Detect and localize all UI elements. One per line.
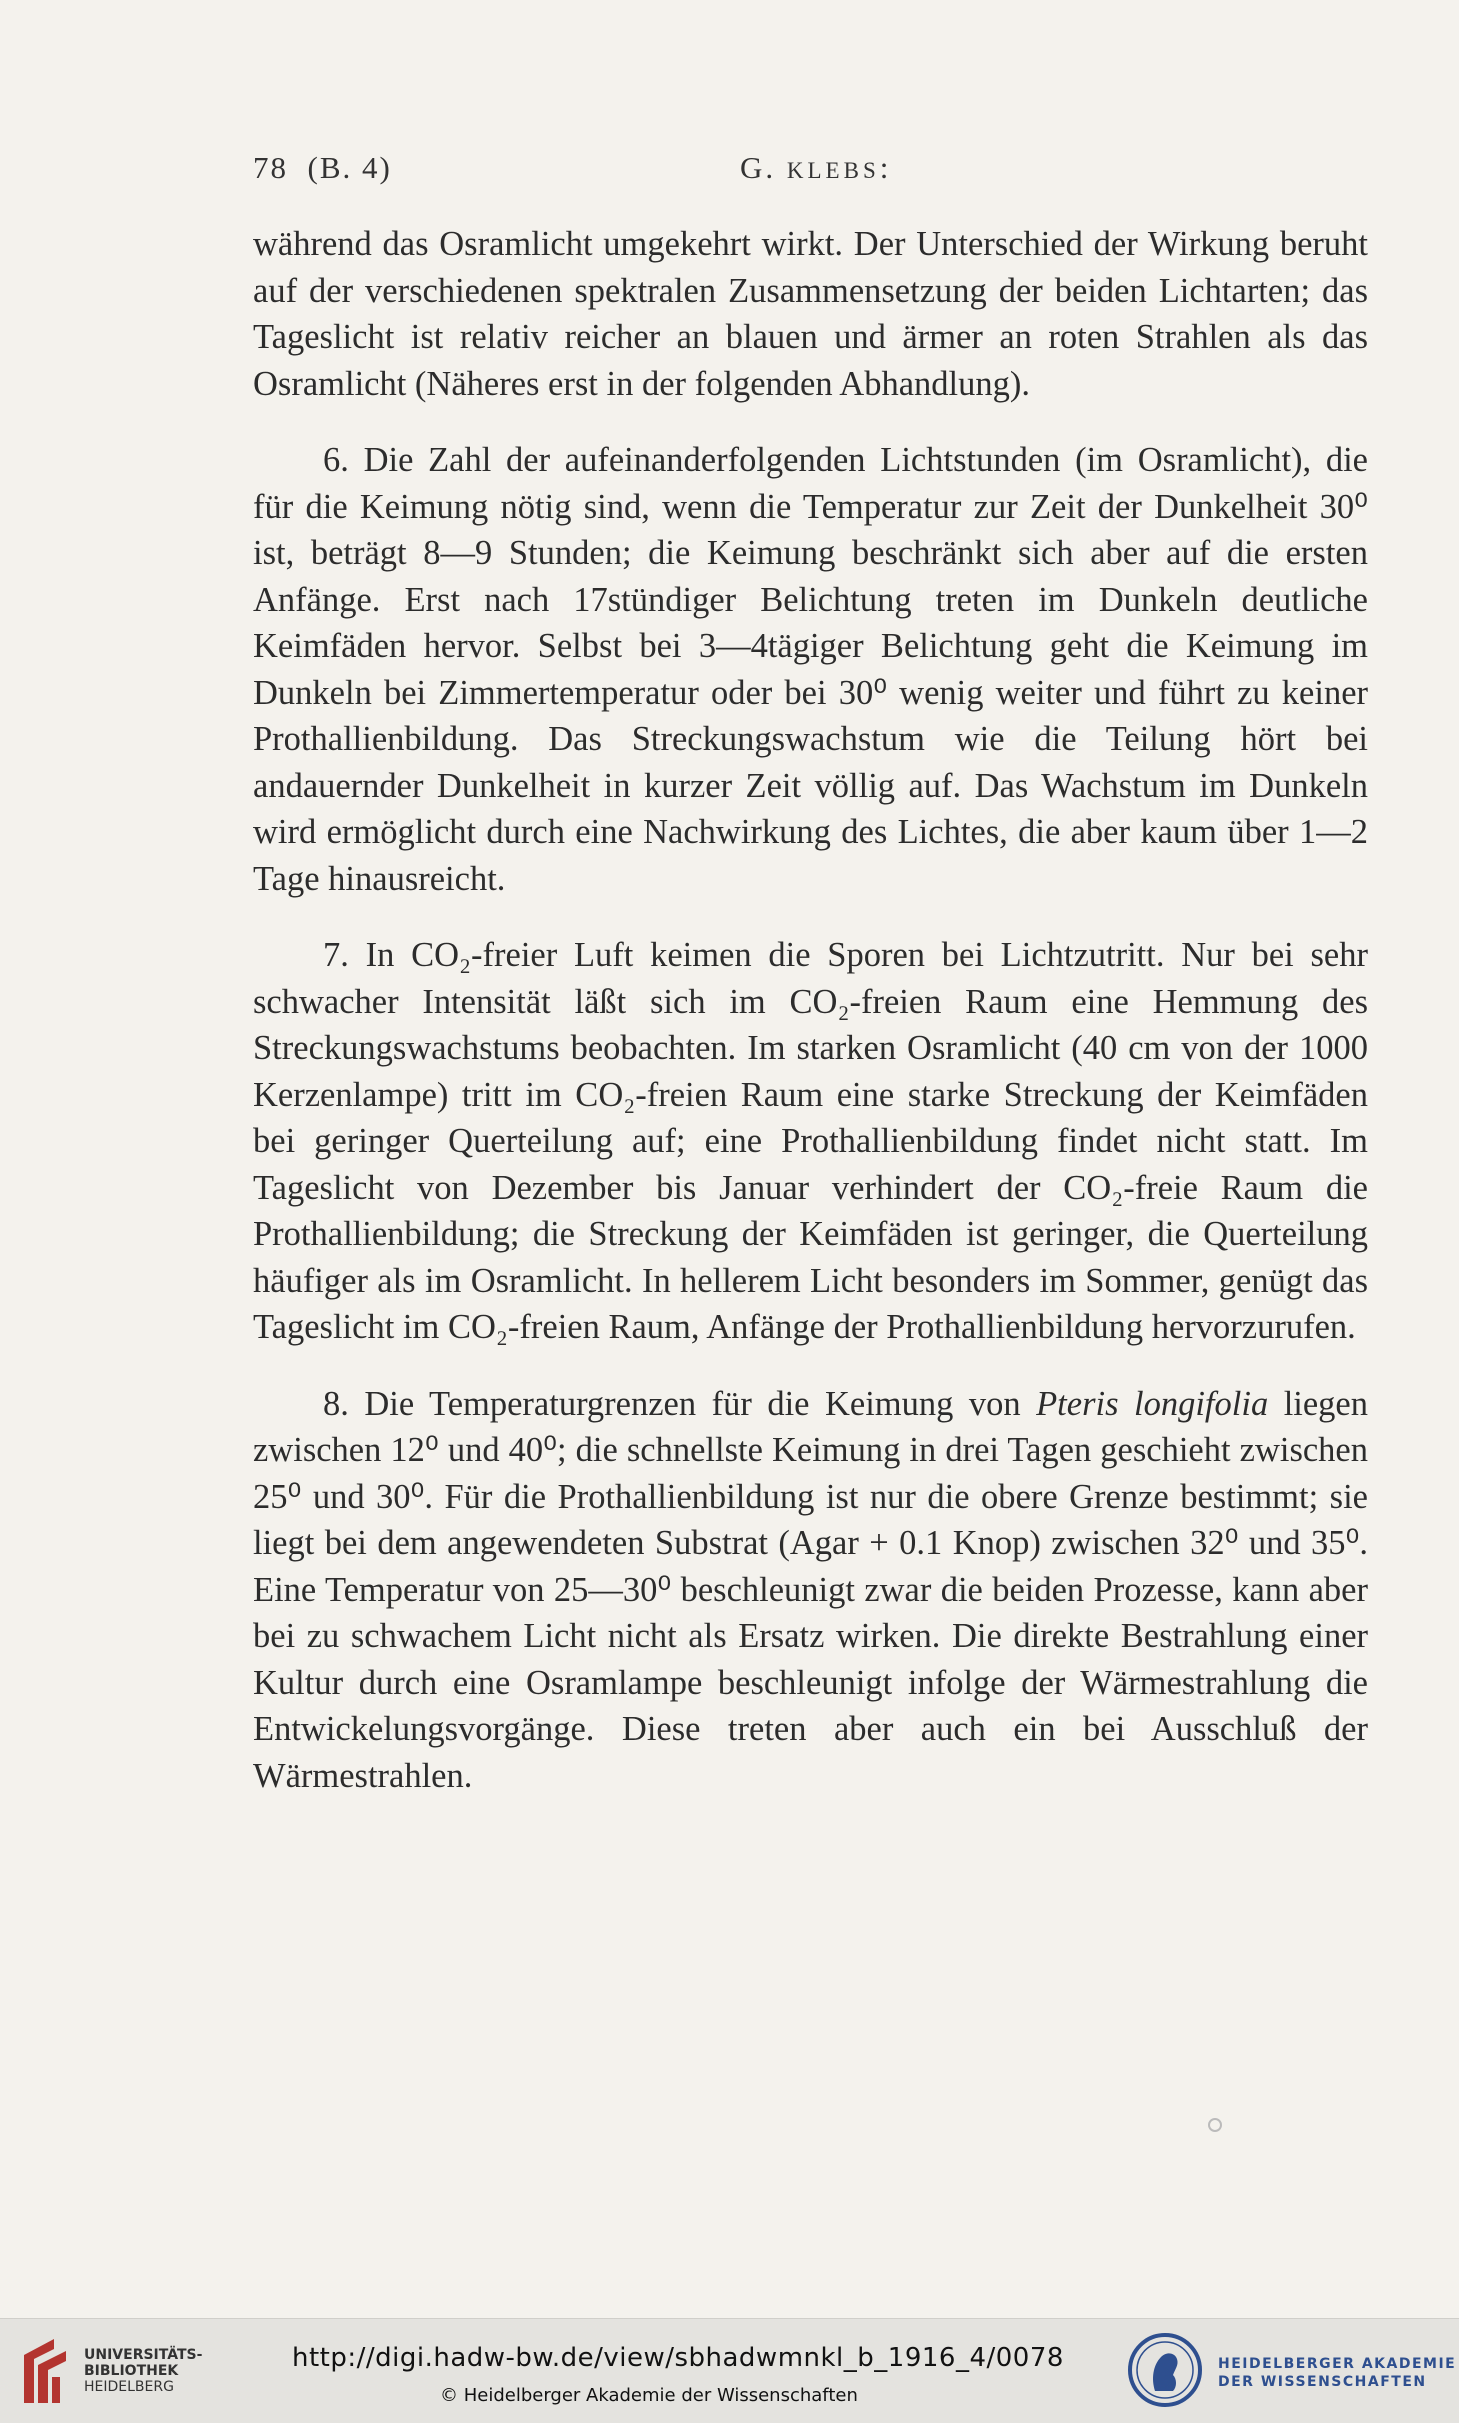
paragraph-6: 6. Die Zahl der aufeinanderfolgenden Lichtstunden (im Osramlicht), die für die Keimung nötig sind, wenn die Temperatur zur Zeit der Dunkelheit 30⁰ ist, beträgt 8—9 Stunden; die Keimung beschränkt sich aber auf die ersten Anfänge. Erst nach 17stündiger Belichtung treten im Dunkeln deutliche Keimfäden hervor. Selbst bei 3—4tägiger Belichtung geht die Keimung im Dunkeln bei Zimmertemperatur oder bei 30⁰ wenig weiter und führt zu keiner Prothallienbildung. Das Streckungswachstum wie die Teilung hört bei andauernder Dunkelheit in kurzer Zeit völlig auf. Das Wachstum im Dunkeln wird ermöglicht durch eine Nachwirkung des Lichtes, die aber kaum über 1—2 Tage hinausreicht. bbox=[253, 441, 1368, 898]
academy-seal-icon bbox=[1127, 2329, 1203, 2411]
body-text bbox=[253, 221, 1368, 1799]
species-name: Pteris longifolia bbox=[1036, 1384, 1269, 1423]
paragraph-7: 7. In CO₂-freier Luft keimen die Sporen bei Lichtzutritt. Nur bei sehr schwacher Intensität läßt sich im CO₂-freien Raum eine Hemmung des Streckungswachstums beobachten. Im starken Osramlicht (40 cm von der 1000 Kerzenlampe) tritt im CO₂-freien Raum eine starke Streckung der Keimfäden bei geringer Querteilung auf; eine Prothallienbildung findet nicht statt. Im Tageslicht von Dezember bis Januar verhindert der CO₂-freie Raum die Prothallienbildung; die Streckung der Keimfäden ist geringer, die Querteilung häufiger als im Osramlicht. In hellerem Licht besonders im Sommer, genügt das Tageslicht im CO₂-freien Raum, Anfänge der Prothallienbildung hervorzurufen. bbox=[253, 936, 1368, 1346]
page-speck bbox=[1208, 2118, 1222, 2132]
permalink-url[interactable]: http://digi.hadw-bw.de/view/sbhadwmnkl_b_1916_4/0078 bbox=[292, 2343, 1064, 2373]
paragraph-continuation: während das Osramlicht umgekehrt wirkt. Der Unterschied der Wirkung beruht auf der verschiedenen spektralen Zusammensetzung der beiden Lichtarten; das Tageslicht ist relativ reicher an blauen und ärmer an roten Strahlen als das Osramlicht (Näheres erst in der folgenden Abhandlung). bbox=[253, 225, 1368, 403]
university-library-logo-icon bbox=[14, 2333, 76, 2409]
running-header bbox=[253, 150, 1368, 194]
page-number: 78 (B. 4) bbox=[253, 150, 392, 185]
footer-bar bbox=[0, 2318, 1459, 2423]
university-library-name: UNIVERSITÄTS- BIBLIOTHEK HEIDELBERG bbox=[84, 2347, 203, 2395]
paragraph-8: 8. Die Temperaturgrenzen für die Keimung von Pteris longifolia liegen zwischen 12⁰ und 40⁰; die schnellste Keimung in drei Tagen geschieht zwischen 25⁰ und 30⁰. Für die Prothallienbildung ist nur die obere Grenze bestimmt; sie liegt bei dem angewendeten Substrat (Agar + 0.1 Knop) zwischen 32⁰ und 35⁰. Eine Temperatur von 25—30⁰ beschleunigt zwar die beiden Prozesse, kann aber bei zu schwachem Licht nicht als Ersatz wirken. Die direkte Bestrahlung einer Kultur durch eine Osramlampe beschleunigt infolge der Wärmestrahlung die Entwickelungsvorgänge. Diese treten aber auch ein bei Ausschluß der Wärmestrahlen. bbox=[253, 1384, 1368, 1795]
running-author: G. KLEBS: bbox=[740, 150, 892, 185]
academy-name: HEIDELBERGER AKADEMIE DER WISSENSCHAFTEN bbox=[1218, 2356, 1457, 2390]
copyright-notice: © Heidelberger Akademie der Wissenschaften bbox=[440, 2385, 858, 2406]
